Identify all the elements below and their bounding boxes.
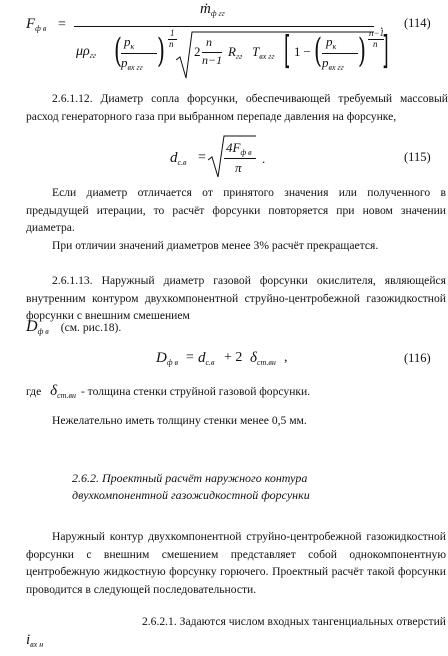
eq115-denominator: π	[235, 160, 242, 175]
eq114-exp2-num: n−1	[369, 28, 385, 38]
figure-reference: (см. рис.18).	[60, 321, 122, 334]
eq116-plus: + 2	[224, 350, 243, 365]
eq114-exp2-den: n	[373, 39, 378, 49]
i-vx-symbol: $i_{вх н}$	[26, 632, 44, 649]
section-heading: 2.6.2. Проектный расчёт наружного контура двухкомпонентной газожидкостной форсунки	[72, 471, 310, 502]
eq114-bracket-open: [	[284, 28, 291, 72]
d-fv-symbol: $D_{ф в}$	[26, 318, 49, 336]
eq114-pk-2: $p_к$	[326, 34, 337, 51]
eq114-pvx-1: $p_{вх гг}$	[121, 55, 143, 72]
eq115-number: (115)	[404, 150, 431, 164]
eq114-lhs: $F_{ф в}$	[26, 16, 47, 33]
eq114-inner-bar-2	[322, 53, 358, 54]
eq116-number: (116)	[404, 351, 431, 365]
paragraph-nozzle-diameter: 2.6.1.12. Диаметр сопла форсунки, обеспечивающей требуемый массовый расход генераторного газа при выбранном перепаде давления на форсунке,	[26, 92, 448, 123]
where-definition	[26, 383, 310, 405]
where-text: - толщина стенки струйной газовой форсунки.	[80, 385, 311, 398]
where-delta-symbol: $\delta_{ст.вн}$	[50, 383, 76, 400]
paragraph-tangential-holes: 2.6.2.1. Задаются числом входных тангенциальных отверстий	[141, 615, 446, 628]
eq114-two: 2	[194, 44, 201, 59]
paragraph-wall-thickness: Нежелательно иметь толщину стенки менее 0,5 мм.	[52, 414, 307, 427]
eq114-mu: $\mu\rho_{гг}$	[76, 44, 97, 60]
eq116-comma: ,	[284, 350, 288, 365]
eq116-equals: =	[186, 350, 194, 365]
paragraph-outer-contour: Наружный контур двухкомпонентной струйно-центробежной газожидкостной форсунки с внешним смешением представляет собой однокомпонентную центробежную жидкостную форсунку горючего. Проектный расчёт такой форсунки проводится в следующей последовательности.	[26, 530, 446, 596]
paragraph-stop-condition: При отличии значений диаметров менее 3% расчёт прекращается.	[52, 239, 379, 252]
d-fv-reference	[26, 318, 121, 337]
eq114-pvx-2: $p_{вх гг}$	[322, 55, 344, 72]
eq114-nm1: n−1	[202, 53, 223, 67]
eq114-one: 1 −	[294, 44, 311, 59]
eq115-period: .	[262, 151, 266, 166]
eq114-T: $T_{вх гг}$	[252, 44, 275, 61]
paragraph-diameter-iteration: Если диаметр отличается от принятого значения или полученного в предыдущей итерации, то расчёт форсунки повторяется при новом значении диаметра.	[26, 186, 446, 235]
eq114-paren-close-1: )	[157, 31, 165, 71]
eq114-paren-close-2: )	[358, 31, 366, 71]
paragraph-outer-diameter: 2.6.1.13. Наружный диаметр газовой форсунки окислителя, являющейся внутренним контуром двухкомпонентной струйно-центробежной газожидкостной форсунки с внешним смешением	[26, 274, 446, 323]
eq114-n: n	[206, 35, 212, 49]
eq115-numerator: $4F_{ф в}$	[226, 140, 252, 157]
eq114-inner-bar-1	[121, 53, 157, 54]
eq114-number: (114)	[404, 16, 431, 30]
eq114-fraction-bar	[74, 26, 374, 27]
eq114-paren-open-2: (	[314, 31, 322, 71]
eq115-lhs: $d_{с.в}$	[170, 150, 187, 167]
eq114-paren-open-1: (	[114, 31, 122, 71]
eq116-delta: $\delta_{ст.вн}$	[250, 350, 276, 367]
eq114-numerator: ṁ$_{ф гг}$	[200, 1, 225, 18]
eq116-d: $d_{с.в}$	[198, 350, 215, 367]
eq114-period: .	[380, 17, 384, 32]
eq115-equals: =	[198, 150, 206, 165]
eq114-R: $R_{гг}$	[228, 44, 243, 61]
where-prefix: где	[26, 385, 42, 398]
eq114-bracket-close: ]	[382, 28, 389, 72]
eq114-exp-den: n	[169, 39, 174, 49]
eq114-pk-1: $p_к$	[124, 34, 135, 51]
eq114-equals: =	[58, 17, 66, 32]
eq116-lhs: $D_{ф в}$	[156, 350, 178, 367]
eq114-exp-num: 1	[170, 28, 175, 38]
eq115-fraction-bar	[224, 158, 256, 159]
